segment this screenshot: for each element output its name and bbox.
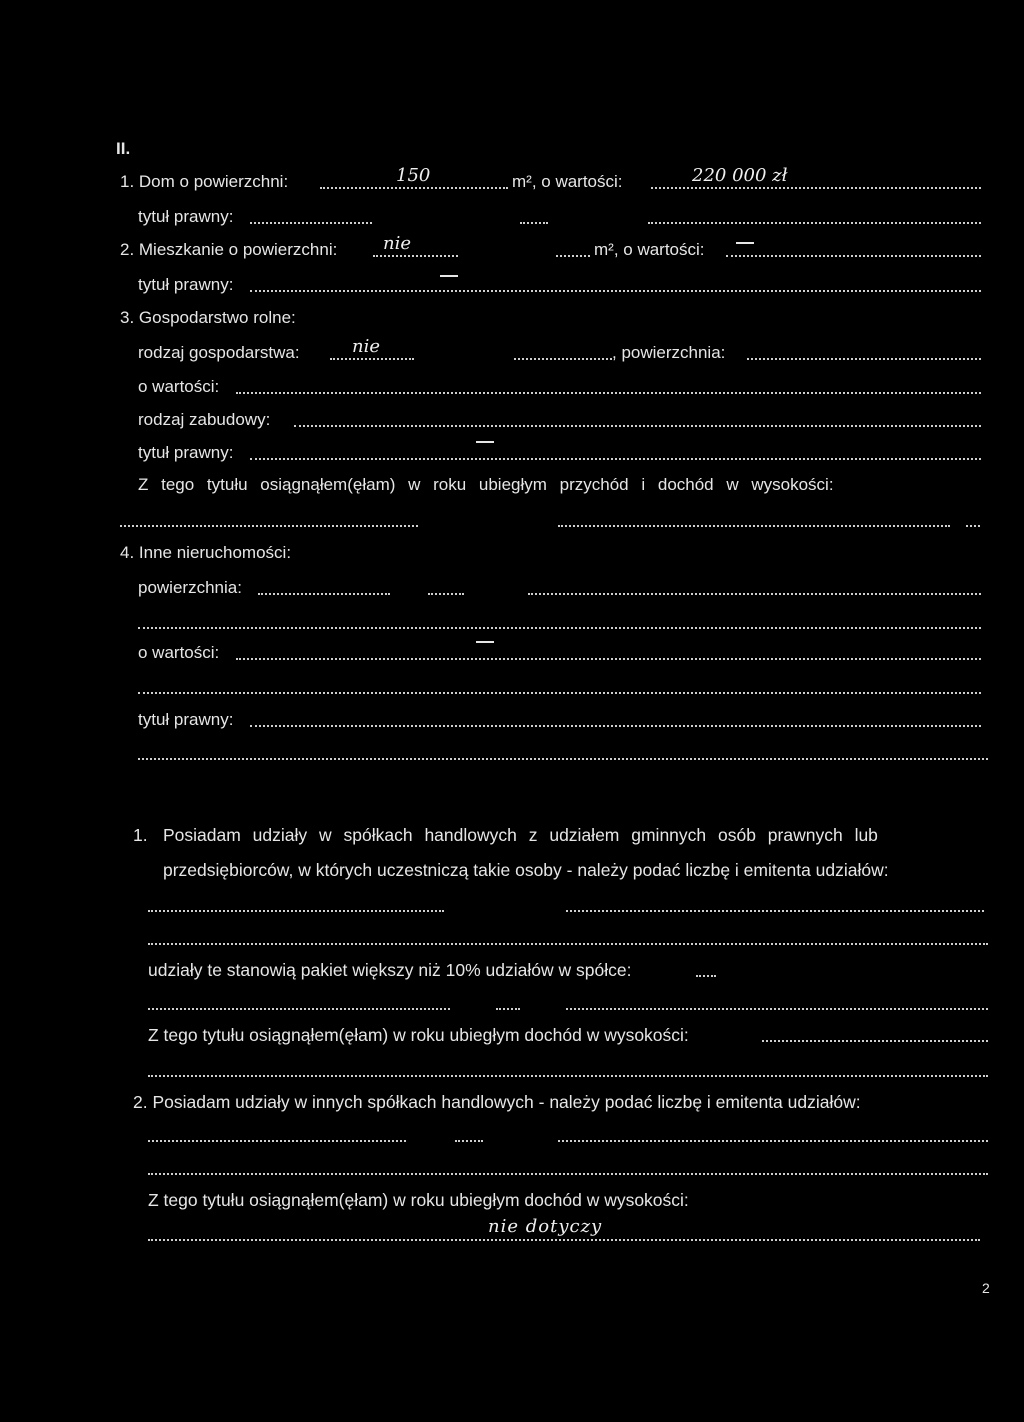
- dash-mark: [476, 641, 494, 643]
- inne-label: 4. Inne nieruchomości:: [120, 543, 292, 562]
- dom-label: 1. Dom o powierzchni:: [120, 172, 289, 191]
- dots: [258, 578, 390, 598]
- gospodarstwo-income-label: Z tego tytułu osiągnąłem(ęłam) w roku ubiegłym przychód i dochód w wysokości:: [138, 475, 834, 494]
- dots: [528, 578, 981, 598]
- dots: [558, 510, 950, 530]
- dom-unit: m², o wartości:: [512, 172, 623, 191]
- gospodarstwo-area-label: , powierzchnia:: [612, 343, 726, 362]
- shares-p2-line: 2. Posiadam udziały w innych spółkach handlowych - należy podać liczbę i emitenta udziałów:: [133, 1092, 861, 1112]
- dots: [138, 743, 988, 763]
- dots: [138, 612, 981, 632]
- dots: [294, 410, 981, 430]
- dots: [762, 1025, 988, 1045]
- shares-p1-line2: przedsiębiorców, w których uczestniczą takie osoby - należy podać liczbę i emitenta udziałów:: [163, 860, 889, 880]
- mieszkanie-unit: m², o wartości:: [594, 240, 705, 259]
- dots: [148, 895, 444, 915]
- section-heading: II.: [116, 139, 131, 158]
- gospodarstwo-type-label: rodzaj gospodarstwa:: [138, 343, 300, 362]
- dots: [726, 240, 981, 260]
- shares-p1-line1: Posiadam udziały w spółkach handlowych z udziałem gminnych osób prawnych lub: [163, 825, 878, 845]
- dash-mark: [476, 441, 494, 443]
- dots: [148, 1060, 988, 1080]
- shares-p2-income: Z tego tytułu osiągnąłem(ęłam) w roku ubiegłym dochód w wysokości:: [148, 1190, 689, 1210]
- shares-p1-income: Z tego tytułu osiągnąłem(ęłam) w roku ubiegłym dochód w wysokości:: [148, 1025, 689, 1045]
- dots: [455, 1125, 483, 1145]
- dots: [148, 1158, 988, 1178]
- page-number: 2: [982, 1280, 990, 1296]
- dots: [558, 1125, 988, 1145]
- inne-area-label: powierzchnia:: [138, 578, 242, 597]
- dots: [428, 578, 464, 598]
- mieszkanie-label: 2. Mieszkanie o powierzchni:: [120, 240, 338, 259]
- dash-mark: [440, 275, 458, 277]
- dots: [966, 510, 980, 530]
- dots: [250, 207, 372, 227]
- dom-area-handwritten: 150: [396, 165, 431, 186]
- shares-p1-percent: udziały te stanowią pakiet większy niż 10% udziałów w spółce:: [148, 960, 632, 980]
- dots: [250, 710, 981, 730]
- shares-p1-number: 1.: [133, 825, 148, 845]
- dots: [556, 240, 590, 260]
- dots: [566, 993, 988, 1013]
- inne-value-label: o wartości:: [138, 643, 220, 662]
- dots: [236, 643, 981, 663]
- gospodarstwo-type-handwritten: nie: [352, 336, 381, 357]
- dots: [747, 343, 981, 363]
- dom-value-handwritten: 220 000 zł: [692, 165, 788, 186]
- inne-title-label: tytuł prawny:: [138, 710, 234, 729]
- dots: [520, 207, 548, 227]
- dots: [514, 343, 612, 363]
- gospodarstwo-title-label: tytuł prawny:: [138, 443, 234, 462]
- dash-mark: [736, 242, 754, 244]
- dots: [566, 895, 984, 915]
- dots: [148, 1125, 406, 1145]
- dom-title-label: tytuł prawny:: [138, 207, 234, 226]
- dots: [148, 993, 450, 1013]
- mieszkanie-title-label: tytuł prawny:: [138, 275, 234, 294]
- dots: [148, 928, 988, 948]
- dots: [138, 677, 981, 697]
- dots: [250, 275, 981, 295]
- gospodarstwo-label: 3. Gospodarstwo rolne:: [120, 308, 296, 327]
- dots: [120, 510, 418, 530]
- dots: [250, 443, 981, 463]
- mieszkanie-area-handwritten: nie: [383, 233, 412, 254]
- shares-p2-answer-handwritten: nie dotyczy: [488, 1216, 603, 1237]
- dots: [648, 207, 981, 227]
- dots: [236, 377, 981, 397]
- dots: [696, 960, 716, 980]
- dots: [496, 993, 520, 1013]
- gospodarstwo-buildings-label: rodzaj zabudowy:: [138, 410, 271, 429]
- gospodarstwo-value-label: o wartości:: [138, 377, 220, 396]
